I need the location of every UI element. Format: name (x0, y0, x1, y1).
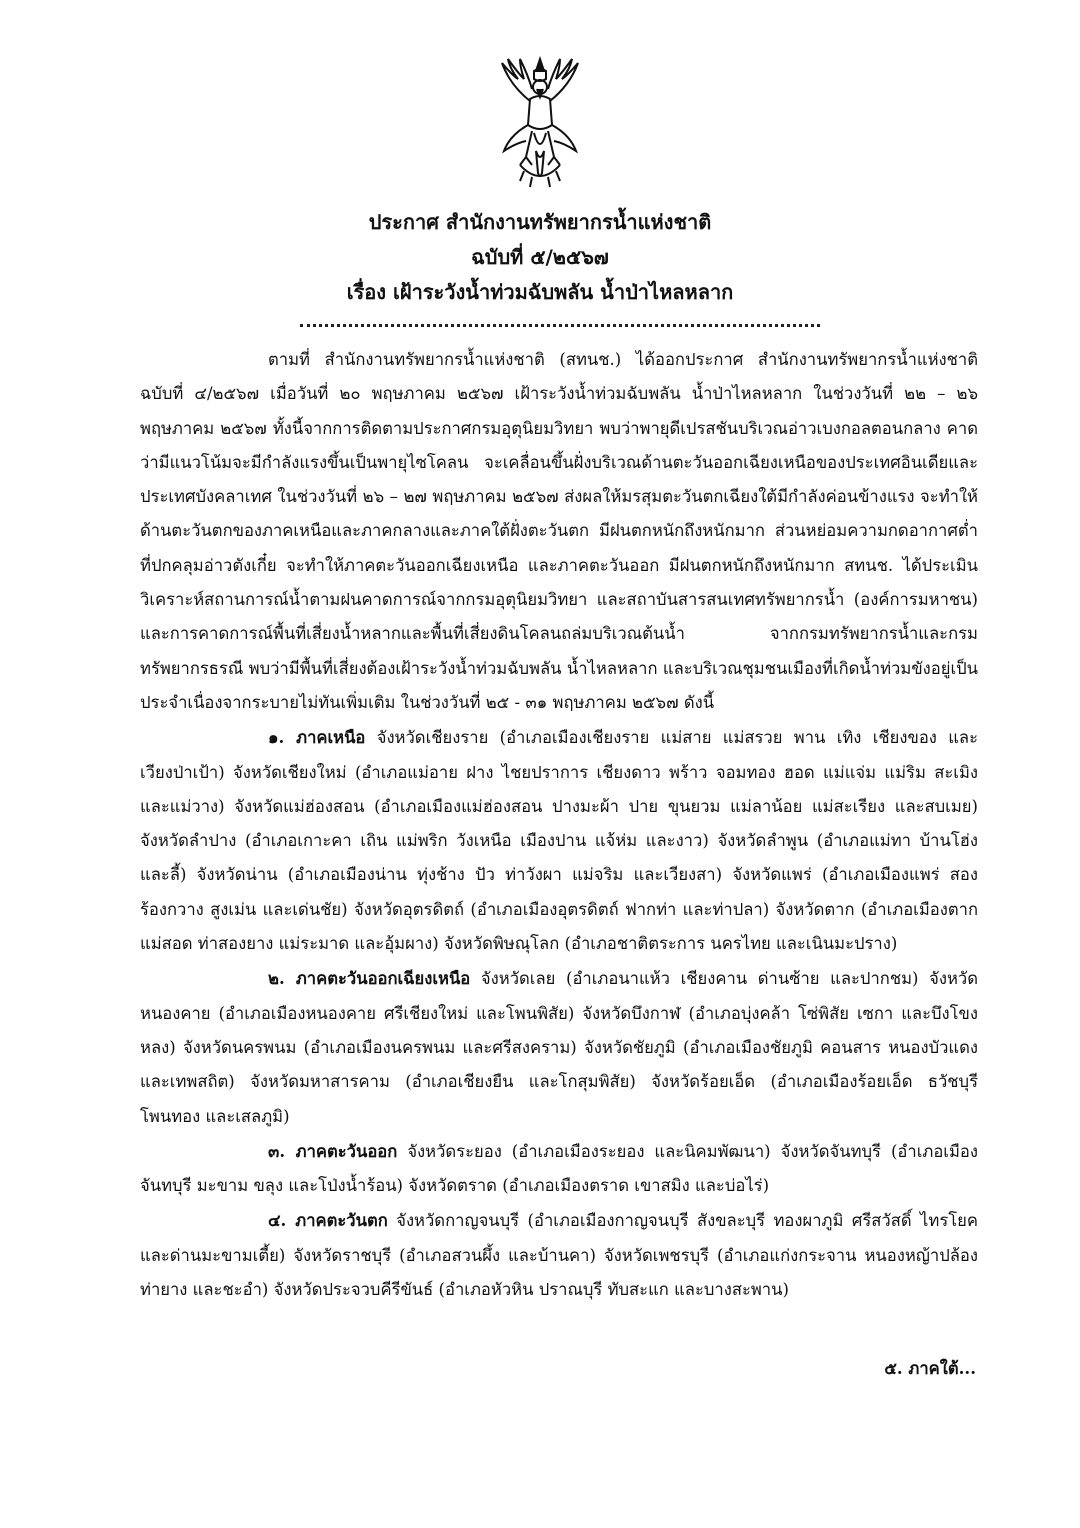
announcement-subject: เรื่อง เฝ้าระวังน้ำท่วมฉับพลัน น้ำป่าไหลหลาก (346, 280, 734, 304)
section-west (140, 1203, 978, 1307)
section-title: ๑. ภาคเหนือ (268, 727, 366, 748)
continuation-marker: ๕. ภาคใต้... (884, 1358, 976, 1378)
announcement-body (140, 343, 978, 1307)
intro-paragraph: ตามที่ สำนักงานทรัพยากรน้ำแห่งชาติ (สทนช.) ได้ออกประกาศ สำนักงานทรัพยากรน้ำแห่งชาติ ฉบับที่ ๔/๒๕๖๗ เมื่อวันที่ ๒๐ พฤษภาคม ๒๕๖๗ เฝ้าระวังน้ำท่วมฉับพลัน น้ำป่าไหลหลาก ในช่วงวันที่ ๒๒ – ๒๖ พฤษภาคม ๒๕๖๗ ทั้งนี้จากการติดตามประกาศกรมอุตุนิยมวิทยา พบว่าพายุดีเปรสชันบริเวณอ่าวเบงกอลตอนกลาง คาดว่ามีแนวโน้มจะมีกำลังแรงขึ้นเป็นพายุไซโคลน จะเคลื่อนขึ้นฝั่งบริเวณด้านตะวันออกเฉียงเหนือของประเทศอินเดียและประเทศบังคลาเทศ ในช่วงวันที่ ๒๖ – ๒๗ พฤษภาคม ๒๕๖๗ ส่งผลให้มรสุมตะวันตกเฉียงใต้มีกำลังค่อนข้างแรง จะทำให้ด้านตะวันตกของภาคเหนือและภาคกลางและภาคใต้ฝั่งตะวันตก มีฝนตกหนักถึงหนักมาก ส่วนหย่อมความกดอากาศต่ำที่ปกคลุมอ่าวตังเกี๋ย จะทำให้ภาคตะวันออกเฉียงเหนือ และภาคตะวันออก มีฝนตกหนักถึงหนักมาก สทนช. ได้ประเมินวิเคราะห์สถานการณ์น้ำตามฝนคาดการณ์จากกรมอุตุนิยมวิทยา และสถาบันสารสนเทศทรัพยากรน้ำ (องค์การมหาชน) และการคาดการณ์พื้นที่เสี่ยงน้ำหลากและพื้นที่เสี่ยงดินโคลนถล่มบริเวณต้นน้ำ จากกรมทรัพยากรน้ำและกรมทรัพยากรธรณี พบว่ามีพื้นที่เสี่ยงต้องเฝ้าระวังน้ำท่วมฉับพลัน น้ำไหลหลาก และบริเวณชุมชนเมืองที่เกิดน้ำท่วมขังอยู่เป็นประจำเนื่องจากระบายไม่ทันเพิ่มเติม ในช่วงวันที่ ๒๕ - ๓๑ พฤษภาคม ๒๕๖๗ ดังนี้ (140, 350, 978, 712)
section-north (140, 720, 978, 961)
section-text: จังหวัดเลย (อำเภอนาแห้ว เชียงคาน ด่านซ้าย และปากชม) จังหวัดหนองคาย (อำเภอเมืองหนองคาย ศรีเชียงใหม่ และโพนพิสัย) จังหวัดบึงกาฬ (อำเภอบุ่งคล้า โซ่พิสัย เซกา และบึงโขงหลง) จังหวัดนครพนม (อำเภอเมืองนครพนม และศรีสงคราม) จังหวัดชัยภูมิ (อำเภอเมืองชัยภูมิ คอนสาร หนองบัวแดง และเทพสถิต) จังหวัดมหาสารคาม (อำเภอเชียงยืน และโกสุมพิสัย) จังหวัดร้อยเอ็ด (อำเภอเมืองร้อยเอ็ด ธวัชบุรี โพนทอง และเสลภูมิ) (140, 969, 979, 1126)
section-text: จังหวัดกาญจนบุรี (อำเภอเมืองกาญจนบุรี สังขละบุรี ทองผาภูมิ ศรีสวัสดิ์ ไทรโยค และด่านมะขามเตี้ย) จังหวัดราชบุรี (อำเภอสวนผึ้ง และบ้านคา) จังหวัดเพชรบุรี (อำเภอแก่งกระจาน หนองหญ้าปล้อง ท่ายาง และชะอำ) จังหวัดประจวบคีรีขันธ์ (อำเภอหัวหิน ปราณบุรี ทับสะแก และบางสะพาน) (140, 1211, 978, 1300)
section-title: ๔. ภาคตะวันตก (268, 1210, 388, 1231)
announcement-issuer: ประกาศ สำนักงานทรัพยากรน้ำแห่งชาติ (368, 210, 712, 234)
section-east (140, 1134, 978, 1204)
dotted-separator (300, 324, 820, 327)
section-title: ๓. ภาคตะวันออก (268, 1140, 398, 1161)
section-text: จังหวัดเชียงราย (อำเภอเมืองเชียงราย แม่สาย แม่สรวย พาน เทิง เชียงของ และเวียงป่าเป้า) จังหวัดเชียงใหม่ (อำเภอแม่อาย ฝาง ไชยปราการ เชียงดาว พร้าว จอมทอง ฮอด แม่แจ่ม แม่ริม สะเมิง และแม่วาง) จังหวัดแม่ฮ่องสอน (อำเภอเมืองแม่ฮ่องสอน ปางมะผ้า ปาย ขุนยวม แม่ลาน้อย แม่สะเรียง และสบเมย) จังหวัดลำปาง (อำเภอเกาะคา เถิน แม่พริก วังเหนือ เมืองปาน แจ้ห่ม และงาว) จังหวัดลำพูน (อำเภอแม่ทา บ้านโฮ่ง และลี้) จังหวัดน่าน (อำเภอเมืองน่าน ทุ่งช้าง ปัว ท่าวังผา แม่จริม และเวียงสา) จังหวัดแพร่ (อำเภอเมืองแพร่ สอง ร้องกวาง สูงเม่น และเด่นชัย) จังหวัดอุตรดิตถ์ (อำเภอเมืองอุตรดิตถ์ ฟากท่า และท่าปลา) จังหวัดตาก (อำเภอเมืองตาก แม่สอด ท่าสองยาง แม่ระมาด และอุ้มผาง) จังหวัดพิษณุโลก (อำเภอชาติตระการ นครไทย และเนินมะปราง) (140, 728, 978, 954)
garuda-emblem-icon (490, 55, 590, 193)
announcement-number: ฉบับที่ ๕/๒๕๖๗ (471, 245, 609, 269)
section-title: ๒. ภาคตะวันออกเฉียงเหนือ (268, 968, 471, 989)
section-text: จังหวัดระยอง (อำเภอเมืองระยอง และนิคมพัฒนา) จังหวัดจันทบุรี (อำเภอเมืองจันทบุรี มะขาม ขลุง และโป่งน้ำร้อน) จังหวัดตราด (อำเภอเมืองตราด เขาสมิง และบ่อไร่) (140, 1141, 978, 1196)
section-northeast (140, 961, 978, 1133)
announcement-header (140, 205, 940, 310)
